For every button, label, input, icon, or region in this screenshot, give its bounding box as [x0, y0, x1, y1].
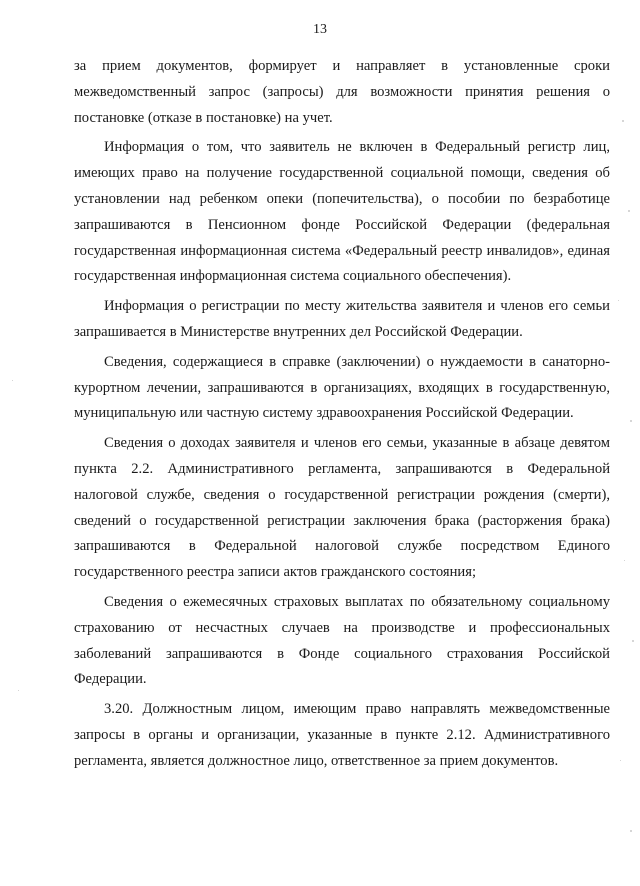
paragraph: Сведения о доходах заявителя и членов его семьи, указанные в абзаце девятом пункта 2.2. Административного регламента, запрашиваются в Федеральной налоговой службе, сведения о государственной регистрации рождения (смерти), сведений о государственной регистрации заключения брака (расторжения брака) запрашиваются в Федеральной налоговой службе посредством Единого государственного реестра записи актов гражданского состояния; [74, 435, 610, 581]
scan-speck [630, 830, 632, 832]
paragraph: Информация о том, что заявитель не включен в Федеральный регистр лиц, имеющих право на получение государственной социальной помощи, сведения об установлении над ребенком опеки (попечительства), о пособии по безработице запрашиваются в Пенсионном фонде Российской Федерации (федеральная государственная информационная система «Федеральный реестр инвалидов», единая государственная информационная система социального обеспечения). [74, 139, 610, 285]
scan-speck [620, 760, 621, 761]
page-number: 13 [313, 22, 327, 37]
scan-speck [622, 120, 624, 122]
scan-speck [18, 690, 19, 691]
scan-speck [618, 300, 619, 301]
scan-speck [632, 640, 634, 642]
scan-speck [630, 420, 632, 422]
paragraph: 3.20. Должностным лицом, имеющим право направлять межведомственные запросы в органы и организации, указанные в пункте 2.12. Административного регламента, является должностное лицо, ответственное за прием документов. [74, 701, 610, 769]
paragraph: за прием документов, формирует и направляет в установленные сроки межведомственный запрос (запросы) для возможности принятия решения о постановке (отказе в постановке) на учет. [74, 58, 610, 126]
document-body [74, 54, 610, 779]
paragraph: Сведения, содержащиеся в справке (заключении) о нуждаемости в санаторно-курортном лечении, запрашиваются в организациях, входящих в государственную, муниципальную или частную систему здравоохранения Российской Федерации. [74, 353, 610, 422]
scan-speck [628, 210, 630, 212]
scan-speck [12, 380, 13, 381]
paragraph: Информация о регистрации по месту жительства заявителя и членов его семьи запрашивается в Министерстве внутренних дел Российской Федерации. [74, 298, 610, 340]
scan-speck [624, 560, 625, 561]
paragraph: Сведения о ежемесячных страховых выплатах по обязательному социальному страхованию от несчастных случаев на производстве и профессиональных заболеваний запрашиваются в Фонде социального страхования Российской Федерации. [74, 593, 610, 688]
